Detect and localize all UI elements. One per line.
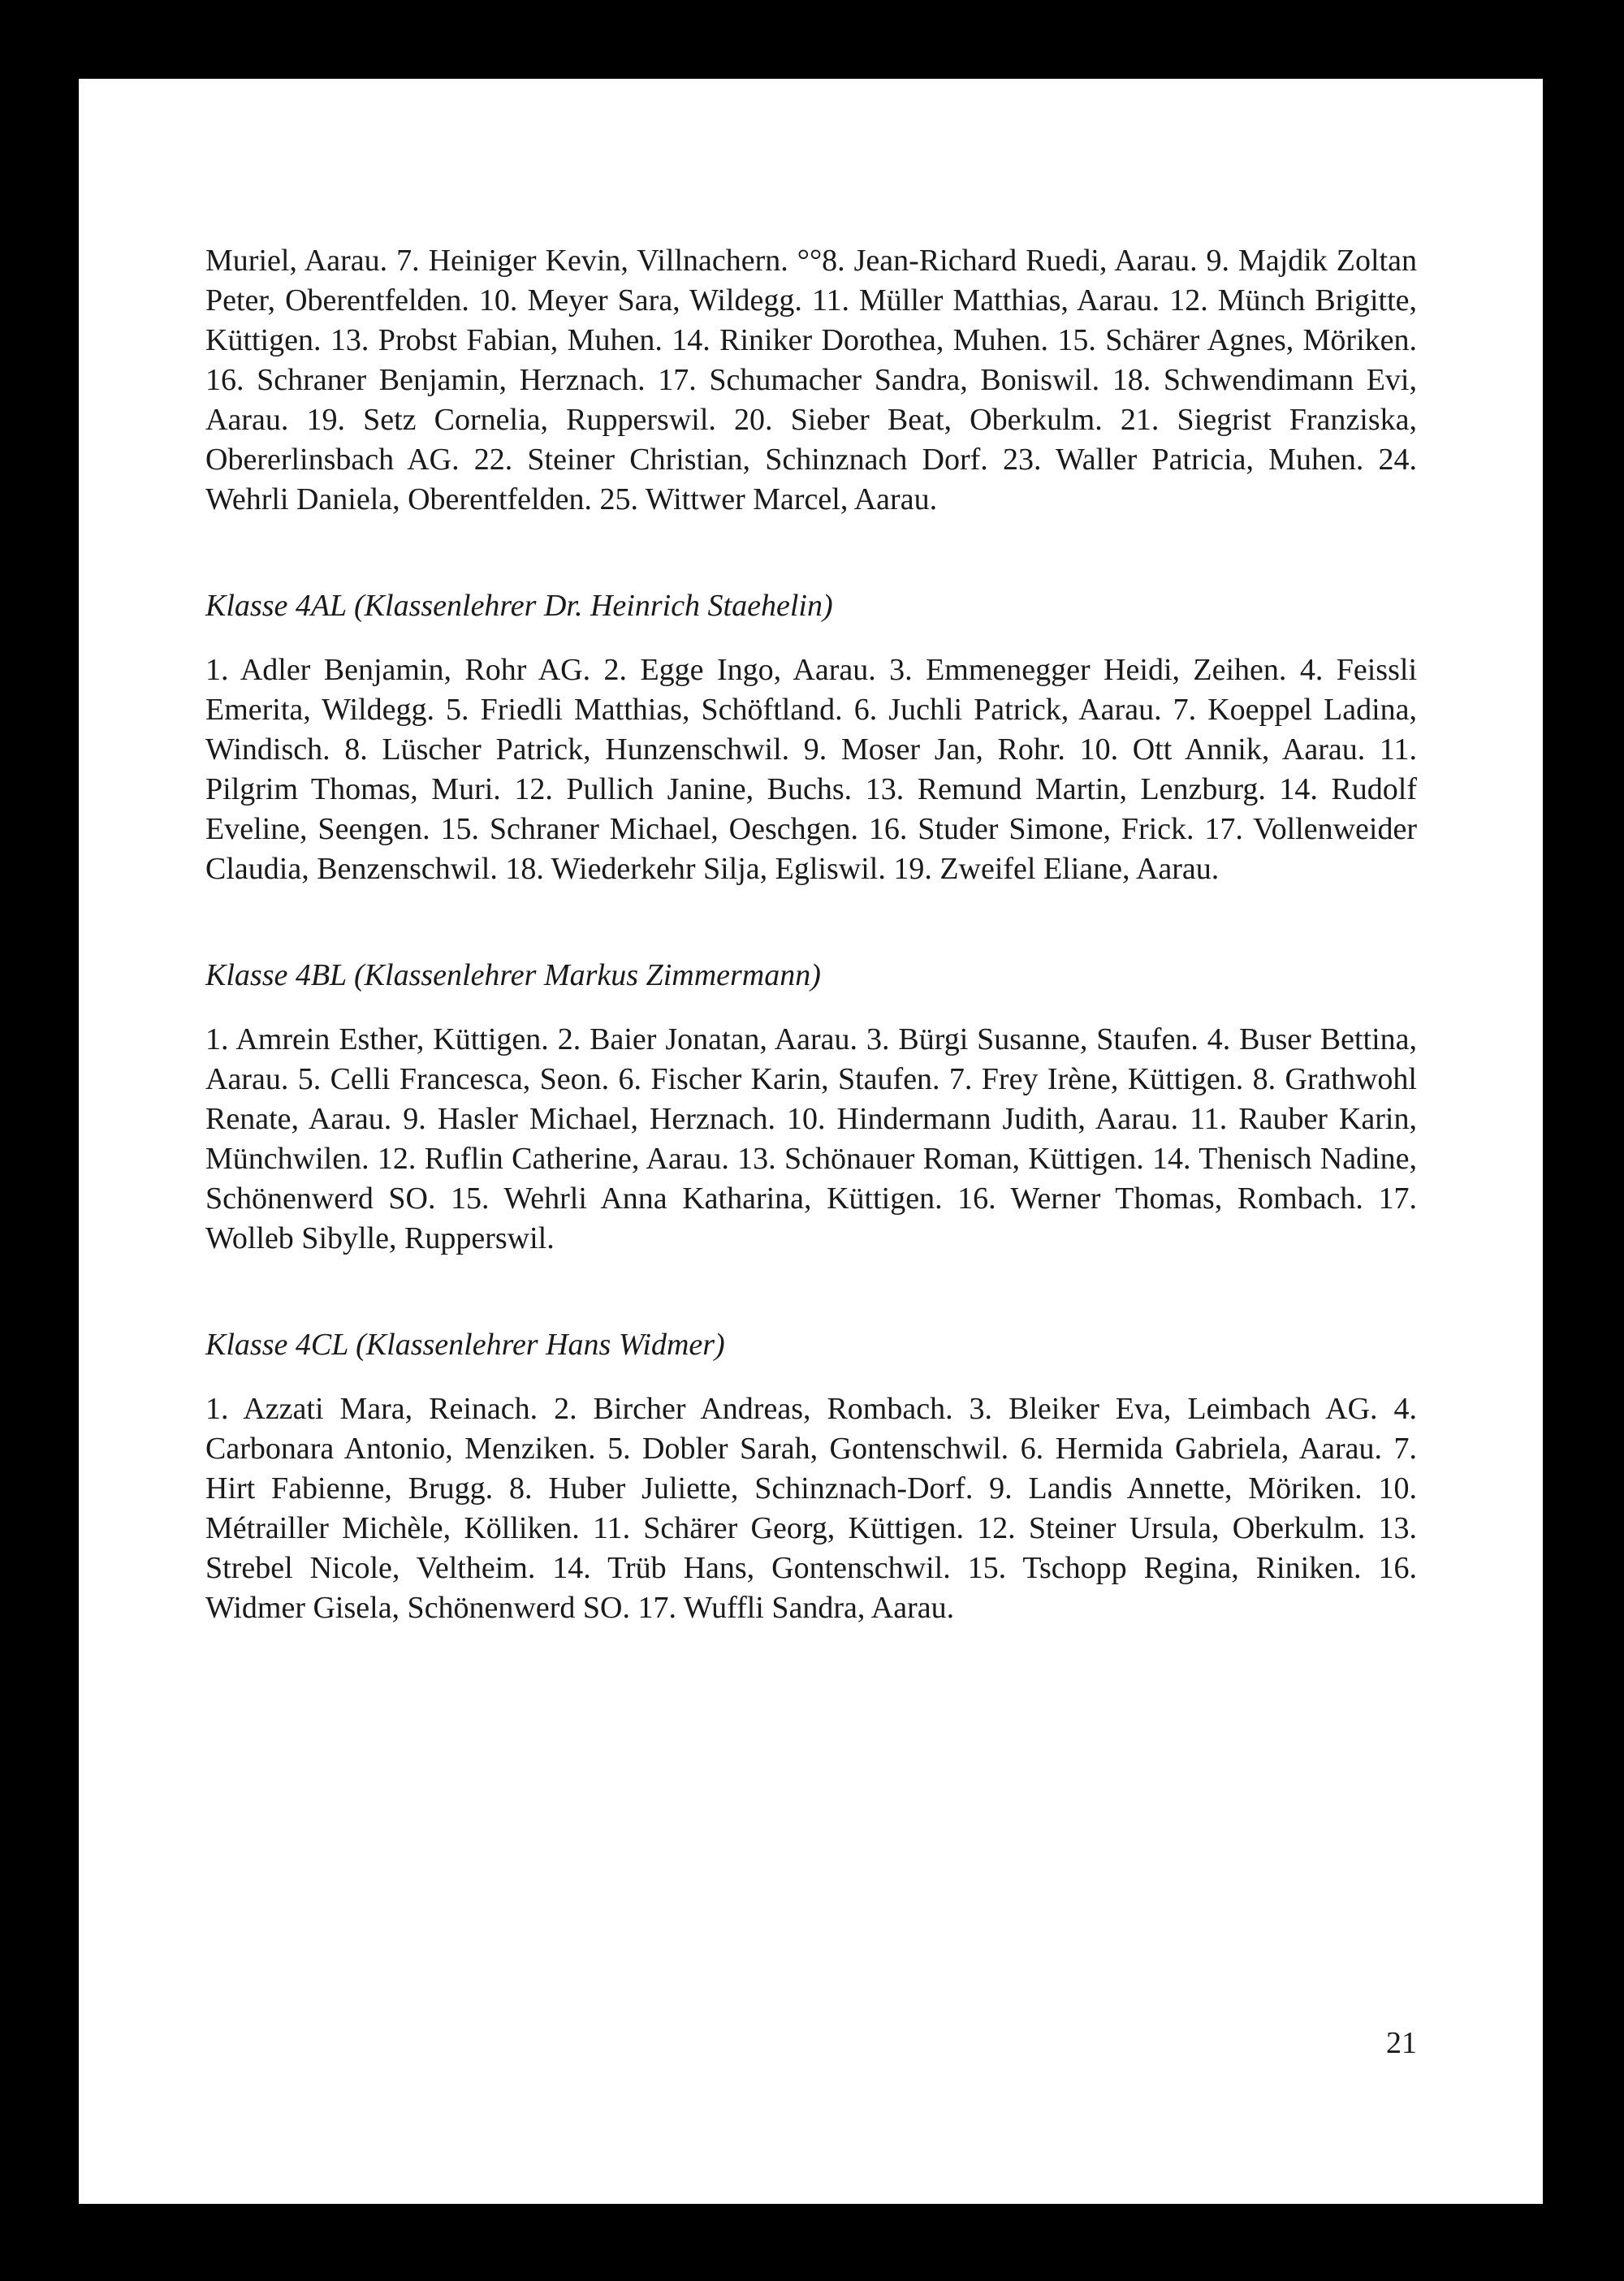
section-text-4al: 1. Adler Benjamin, Rohr AG. 2. Egge Ingo, Aarau. 3. Emmenegger Heidi, Zeihen. 4. Feissli Emerita, Wildegg. 5. Friedli Matthias, Schöftland. 6. Juchli Patrick, Aarau. 7. Koeppel Ladina, Windisch. 8. Lüscher Patrick, Hunzenschwil. 9. Moser Jan, Rohr. 10. Ott Annik, Aarau. 11. Pilgrim Thomas, Muri. 12. Pullich Janine, Buchs. 13. Remund Martin, Lenzburg. 14. Rudolf Eveline, Seengen. 15. Schraner Michael, Oeschgen. 16. Studer Simone, Frick. 17. Vollenweider Claudia, Benzenschwil. 18. Wiederkehr Silja, Egliswil. 19. Zweifel Eliane, Aarau. (205, 653, 1417, 886)
section-text-4bl: 1. Amrein Esther, Küttigen. 2. Baier Jonatan, Aarau. 3. Bürgi Susanne, Staufen. 4. Buser Bettina, Aarau. 5. Celli Francesca, Seon. 6. Fischer Karin, Staufen. 7. Frey Irène, Küttigen. 8. Grathwohl Renate, Aarau. 9. Hasler Michael, Herznach. 10. Hindermann Judith, Aarau. 11. Rauber Karin, Münchwilen. 12. Ruflin Catherine, Aarau. 13. Schönauer Roman, Küttigen. 14. Thenisch Nadine, Schönenwerd SO. 15. Wehrli Anna Katharina, Küttigen. 16. Werner Thomas, Rombach. 17. Wolleb Sibylle, Rupperswil. (205, 1022, 1417, 1255)
page-content (205, 241, 1417, 1628)
page-number: 21 (1386, 2026, 1417, 2060)
section-heading-4al: Klasse 4AL (Klassenlehrer Dr. Heinrich Staehelin) (205, 589, 833, 623)
intro-paragraph: Muriel, Aarau. 7. Heiniger Kevin, Villnachern. °°8. Jean-Richard Ruedi, Aarau. 9. Majdik Zoltan Peter, Oberentfelden. 10. Meyer Sara, Wildegg. 11. Müller Matthias, Aarau. 12. Münch Brigitte, Küttigen. 13. Probst Fabian, Muhen. 14. Riniker Dorothea, Muhen. 15. Schärer Agnes, Möriken. 16. Schraner Benjamin, Herznach. 17. Schumacher Sandra, Boniswil. 18. Schwendimann Evi, Aarau. 19. Setz Cornelia, Rupperswil. 20. Sieber Beat, Oberkulm. 21. Siegrist Franziska, Obererlinsbach AG. 22. Steiner Christian, Schinznach Dorf. 23. Waller Patricia, Muhen. 24. Wehrli Daniela, Oberentfelden. 25. Wittwer Marcel, Aarau. (205, 244, 1417, 516)
section-heading-4bl: Klasse 4BL (Klassenlehrer Markus Zimmermann) (205, 958, 821, 992)
document-page (79, 79, 1543, 2204)
section-text-4cl: 1. Azzati Mara, Reinach. 2. Bircher Andreas, Rombach. 3. Bleiker Eva, Leimbach AG. 4. Carbonara Antonio, Menziken. 5. Dobler Sarah, Gontenschwil. 6. Hermida Gabriela, Aarau. 7. Hirt Fabienne, Brugg. 8. Huber Juliette, Schinznach-Dorf. 9. Landis Annette, Möriken. 10. Métrailler Michèle, Kölliken. 11. Schärer Georg, Küttigen. 12. Steiner Ursula, Oberkulm. 13. Strebel Nicole, Veltheim. 14. Trüb Hans, Gontenschwil. 15. Tschopp Regina, Riniken. 16. Widmer Gisela, Schönenwerd SO. 17. Wuffli Sandra, Aarau. (205, 1392, 1417, 1625)
section-heading-4cl: Klasse 4CL (Klassenlehrer Hans Widmer) (205, 1328, 725, 1362)
